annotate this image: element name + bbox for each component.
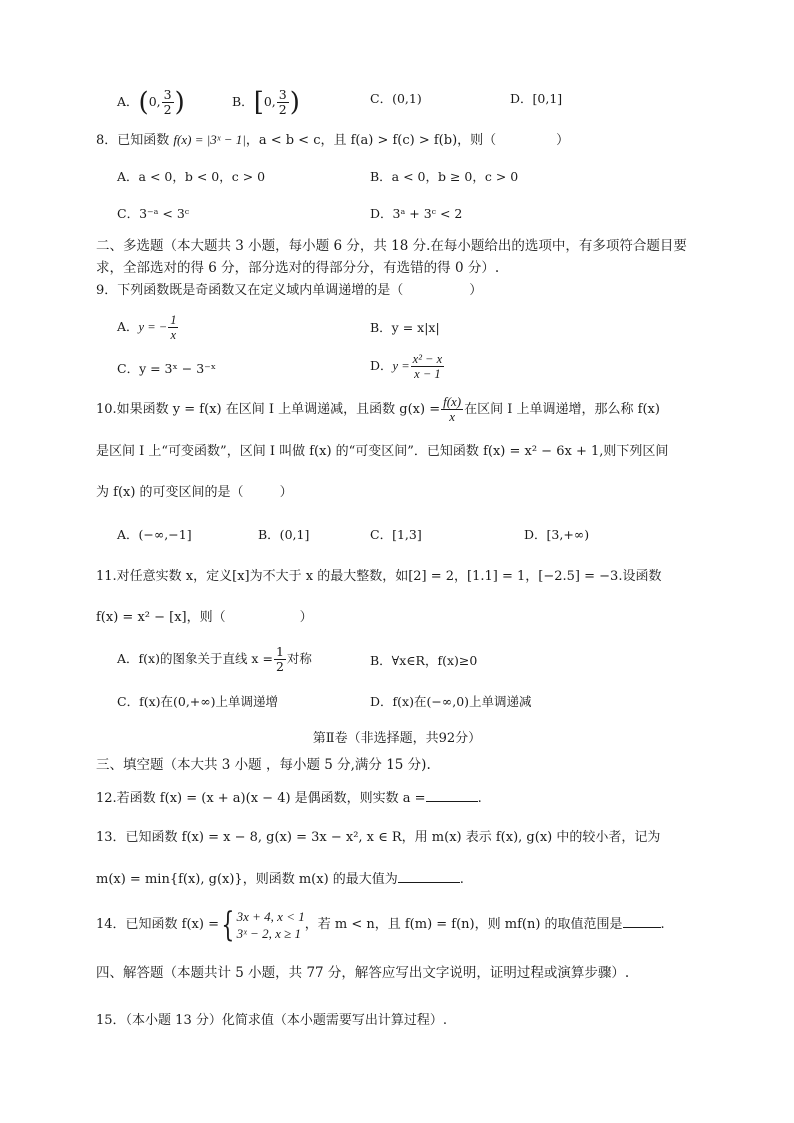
section-multiple-choice-heading-cont: 求，全部选对的得 6 分，部分选对的得部分分，有选错的得 0 分）.: [96, 260, 500, 276]
q10-stem-line1: 10.如果函数 y = f(x) 在区间 I 上单调递减，且函数 g(x) = $\frac{f(x)}{x}$ 在区间 I 上单调递增，那么称 f(x): [96, 394, 660, 424]
q9-option-a: A．y = − $\frac{1}{x}$: [117, 313, 177, 342]
q10-option-b: B．(0,1]: [258, 527, 310, 542]
q7-option-d: D．[0,1]: [510, 91, 563, 106]
q7-option-a: A．(0, $\frac{3}{2}$ ): [117, 87, 185, 118]
q10-stem-line3: 为 f(x) 的可变区间的是（ ）: [96, 485, 293, 500]
q14-answer-blank[interactable]: [623, 915, 661, 928]
q7-option-b: B．[0, $\frac{3}{2}$ ): [232, 87, 300, 118]
q10-option-a: A．(−∞,−1]: [117, 527, 192, 542]
q8-option-c: C．3⁻ᵃ < 3ᶜ: [117, 206, 190, 221]
q7-option-c: C．(0,1): [370, 91, 422, 106]
q8-stem: 8．已知函数 f(x) = |3ˣ − 1|，a < b < c，且 f(a) > f(c) > f(b)，则（ ）: [96, 132, 570, 148]
q10-stem-line2: 是区间 I 上“可变函数”，区间 I 叫做 f(x) 的“可变区间”．已知函数 f(x) = x² − 6x + 1,则下列区间: [96, 444, 669, 459]
q15-stem: 15．（本小题 13 分）化简求值（本小题需要写出计算过程）.: [96, 1013, 447, 1028]
q11-stem-line1: 11.对任意实数 x，定义[x]为不大于 x 的最大整数，如[2] = 2，[1.1] = 1，[−2.5] = −3.设函数: [96, 569, 662, 584]
q9-option-d: D．y = $\frac{\text{x² − x}}{x - 1}$: [370, 352, 443, 381]
q8-option-a: A．a < 0，b < 0，c > 0: [117, 169, 266, 184]
q9-option-c: C．y = 3ˣ − 3⁻ˣ: [117, 361, 217, 376]
q12-answer-blank[interactable]: [426, 789, 478, 802]
q11-stem-line2: f(x) = x² − [x]，则（ ）: [96, 610, 313, 625]
section-multiple-choice-heading: 二、多选题（本大题共 3 小题，每小题 6 分，共 18 分.在每小题给出的选项中，有多项符合题目要: [96, 238, 687, 254]
q13-stem-line2: m(x) = min{f(x), g(x)}，则函数 m(x) 的最大值为 .: [96, 872, 464, 887]
section-solution-heading: 四、解答题（本题共计 5 小题，共 77 分，解答应写出文字说明，证明过程或演算步骤）.: [96, 965, 630, 981]
part2-title: 第Ⅱ卷（非选择题，共92分）: [312, 731, 482, 746]
q8-option-b: B．a < 0，b ≥ 0，c > 0: [370, 169, 519, 184]
q9-option-b: B．y = x|x|: [370, 320, 440, 335]
q12-stem: 12.若函数 f(x) = (x + a)(x − 4) 是偶函数，则实数 a = .: [96, 791, 482, 806]
q11-option-c: C．f(x)在(0,+∞)上单调递增: [117, 694, 279, 709]
q10-option-c: C．[1,3]: [370, 527, 422, 542]
q9-stem: 9．下列函数既是奇函数又在定义域内单调递增的是（ ）: [96, 283, 483, 298]
q11-option-d: D．f(x)在(−∞,0)上单调递减: [370, 694, 532, 709]
q10-option-d: D．[3,+∞): [524, 527, 590, 542]
q13-answer-blank[interactable]: [398, 870, 460, 883]
q14-stem: 14．已知函数 f(x) ={ 3x + 4, x < 1 3ˣ − 2, x ≥ 1 ，若 m < n，且 f(m) = f(n)，则 mf(n) 的取值范围是 .: [96, 904, 665, 945]
q11-option-a: A．f(x)的图象关于直线 x = $\frac{1}{2}$ 对称: [117, 644, 312, 674]
q13-stem-line1: 13．已知函数 f(x) = x − 8, g(x) = 3x − x², x ∈ R，用 m(x) 表示 f(x), g(x) 中的较小者，记为: [96, 830, 661, 845]
q11-option-b: B．∀x∈R，f(x)≥0: [370, 653, 478, 668]
q8-option-d: D．3ᵃ + 3ᶜ < 2: [370, 206, 463, 221]
section-fill-blank-heading: 三、填空题（本大共 3 小题 ，每小题 5 分,满分 15 分).: [96, 757, 431, 773]
